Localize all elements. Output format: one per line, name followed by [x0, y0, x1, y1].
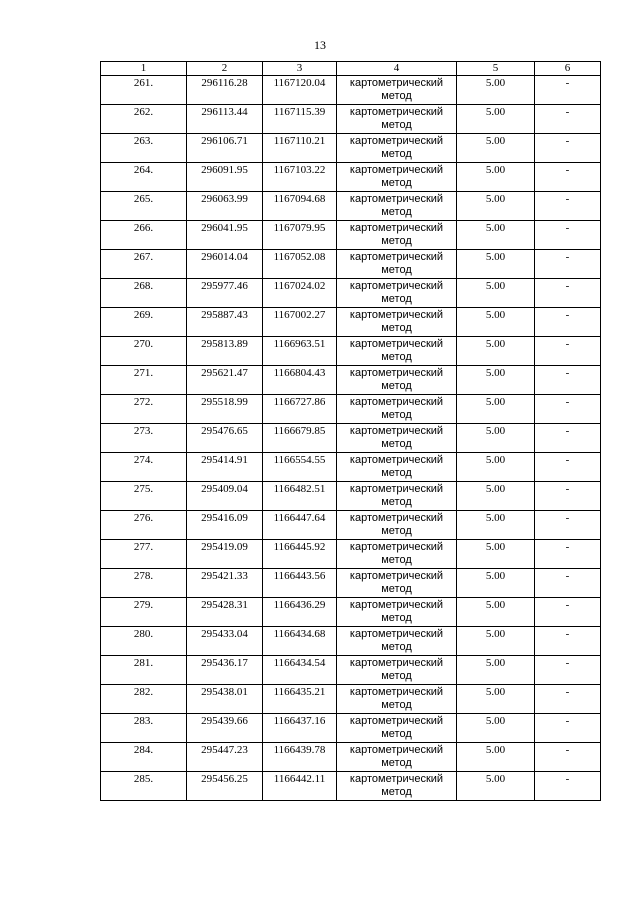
point-number-cell: 281.: [101, 656, 187, 685]
point-number-cell: 274.: [101, 453, 187, 482]
coordinates-table: [100, 61, 601, 801]
x-coordinate-cell: 295419.09: [187, 540, 263, 569]
accuracy-cell: 5.00: [457, 772, 535, 801]
method-cell: картометрический метод: [337, 76, 457, 105]
table-row: [101, 366, 601, 395]
method-cell: картометрический метод: [337, 134, 457, 163]
header-cell-1: 1: [101, 62, 187, 76]
method-cell: картометрический метод: [337, 279, 457, 308]
point-number-cell: 268.: [101, 279, 187, 308]
x-coordinate-cell: 295436.17: [187, 656, 263, 685]
method-cell: картометрический метод: [337, 424, 457, 453]
table-row: [101, 192, 601, 221]
x-coordinate-cell: 295428.31: [187, 598, 263, 627]
description-cell: -: [535, 424, 601, 453]
x-coordinate-cell: 295409.04: [187, 482, 263, 511]
table-row: [101, 395, 601, 424]
point-number-cell: 280.: [101, 627, 187, 656]
accuracy-cell: 5.00: [457, 105, 535, 134]
x-coordinate-cell: 295433.04: [187, 627, 263, 656]
y-coordinate-cell: 1166435.21: [263, 685, 337, 714]
method-cell: картометрический метод: [337, 743, 457, 772]
table-row: [101, 76, 601, 105]
description-cell: -: [535, 627, 601, 656]
point-number-cell: 272.: [101, 395, 187, 424]
table-row: [101, 656, 601, 685]
description-cell: -: [535, 337, 601, 366]
accuracy-cell: 5.00: [457, 685, 535, 714]
table-row: [101, 685, 601, 714]
method-cell: картометрический метод: [337, 569, 457, 598]
accuracy-cell: 5.00: [457, 250, 535, 279]
point-number-cell: 279.: [101, 598, 187, 627]
x-coordinate-cell: 295421.33: [187, 569, 263, 598]
y-coordinate-cell: 1166963.51: [263, 337, 337, 366]
description-cell: -: [535, 250, 601, 279]
y-coordinate-cell: 1166727.86: [263, 395, 337, 424]
description-cell: -: [535, 395, 601, 424]
point-number-cell: 282.: [101, 685, 187, 714]
description-cell: -: [535, 743, 601, 772]
description-cell: -: [535, 511, 601, 540]
accuracy-cell: 5.00: [457, 714, 535, 743]
accuracy-cell: 5.00: [457, 279, 535, 308]
page-number: 13: [314, 38, 326, 52]
accuracy-cell: 5.00: [457, 76, 535, 105]
description-cell: -: [535, 221, 601, 250]
method-cell: картометрический метод: [337, 598, 457, 627]
point-number-cell: 263.: [101, 134, 187, 163]
method-cell: картометрический метод: [337, 453, 457, 482]
method-cell: картометрический метод: [337, 163, 457, 192]
table-row: [101, 714, 601, 743]
x-coordinate-cell: 296014.04: [187, 250, 263, 279]
x-coordinate-cell: 295977.46: [187, 279, 263, 308]
description-cell: -: [535, 482, 601, 511]
description-cell: -: [535, 714, 601, 743]
y-coordinate-cell: 1167052.08: [263, 250, 337, 279]
description-cell: -: [535, 540, 601, 569]
x-coordinate-cell: 295476.65: [187, 424, 263, 453]
table-row: [101, 337, 601, 366]
accuracy-cell: 5.00: [457, 656, 535, 685]
description-cell: -: [535, 569, 601, 598]
y-coordinate-cell: 1166482.51: [263, 482, 337, 511]
header-cell-2: 2: [187, 62, 263, 76]
point-number-cell: 285.: [101, 772, 187, 801]
description-cell: -: [535, 192, 601, 221]
x-coordinate-cell: 295414.91: [187, 453, 263, 482]
y-coordinate-cell: 1167103.22: [263, 163, 337, 192]
x-coordinate-cell: 296116.28: [187, 76, 263, 105]
table-header: [101, 62, 601, 76]
accuracy-cell: 5.00: [457, 366, 535, 395]
x-coordinate-cell: 295439.66: [187, 714, 263, 743]
accuracy-cell: 5.00: [457, 453, 535, 482]
y-coordinate-cell: 1167002.27: [263, 308, 337, 337]
accuracy-cell: 5.00: [457, 395, 535, 424]
method-cell: картометрический метод: [337, 511, 457, 540]
accuracy-cell: 5.00: [457, 482, 535, 511]
point-number-cell: 275.: [101, 482, 187, 511]
x-coordinate-cell: 295438.01: [187, 685, 263, 714]
header-cell-3: 3: [263, 62, 337, 76]
point-number-cell: 266.: [101, 221, 187, 250]
y-coordinate-cell: 1166437.16: [263, 714, 337, 743]
table-row: [101, 598, 601, 627]
point-number-cell: 284.: [101, 743, 187, 772]
method-cell: картометрический метод: [337, 337, 457, 366]
accuracy-cell: 5.00: [457, 337, 535, 366]
table-row: [101, 424, 601, 453]
method-cell: картометрический метод: [337, 482, 457, 511]
point-number-cell: 270.: [101, 337, 187, 366]
y-coordinate-cell: 1167110.21: [263, 134, 337, 163]
point-number-cell: 277.: [101, 540, 187, 569]
accuracy-cell: 5.00: [457, 540, 535, 569]
method-cell: картометрический метод: [337, 540, 457, 569]
method-cell: картометрический метод: [337, 105, 457, 134]
table-row: [101, 482, 601, 511]
description-cell: -: [535, 279, 601, 308]
point-number-cell: 273.: [101, 424, 187, 453]
table-row: [101, 221, 601, 250]
description-cell: -: [535, 105, 601, 134]
accuracy-cell: 5.00: [457, 163, 535, 192]
y-coordinate-cell: 1166443.56: [263, 569, 337, 598]
table-row: [101, 743, 601, 772]
x-coordinate-cell: 295887.43: [187, 308, 263, 337]
y-coordinate-cell: 1166442.11: [263, 772, 337, 801]
method-cell: картометрический метод: [337, 250, 457, 279]
description-cell: -: [535, 163, 601, 192]
description-cell: -: [535, 656, 601, 685]
y-coordinate-cell: 1167024.02: [263, 279, 337, 308]
y-coordinate-cell: 1166439.78: [263, 743, 337, 772]
method-cell: картометрический метод: [337, 656, 457, 685]
table-row: [101, 511, 601, 540]
y-coordinate-cell: 1166804.43: [263, 366, 337, 395]
table-row: [101, 279, 601, 308]
table-row: [101, 569, 601, 598]
y-coordinate-cell: 1166679.85: [263, 424, 337, 453]
header-row: [101, 62, 601, 76]
y-coordinate-cell: 1167079.95: [263, 221, 337, 250]
description-cell: -: [535, 76, 601, 105]
accuracy-cell: 5.00: [457, 424, 535, 453]
method-cell: картометрический метод: [337, 627, 457, 656]
accuracy-cell: 5.00: [457, 221, 535, 250]
table-row: [101, 105, 601, 134]
table-row: [101, 627, 601, 656]
table-row: [101, 250, 601, 279]
description-cell: -: [535, 453, 601, 482]
x-coordinate-cell: 296091.95: [187, 163, 263, 192]
x-coordinate-cell: 295416.09: [187, 511, 263, 540]
x-coordinate-cell: 295447.23: [187, 743, 263, 772]
accuracy-cell: 5.00: [457, 598, 535, 627]
header-cell-5: 5: [457, 62, 535, 76]
x-coordinate-cell: 296113.44: [187, 105, 263, 134]
method-cell: картометрический метод: [337, 772, 457, 801]
x-coordinate-cell: 295621.47: [187, 366, 263, 395]
x-coordinate-cell: 295456.25: [187, 772, 263, 801]
table-row: [101, 453, 601, 482]
point-number-cell: 261.: [101, 76, 187, 105]
table-row: [101, 772, 601, 801]
method-cell: картометрический метод: [337, 221, 457, 250]
y-coordinate-cell: 1167120.04: [263, 76, 337, 105]
header-cell-4: 4: [337, 62, 457, 76]
method-cell: картометрический метод: [337, 308, 457, 337]
accuracy-cell: 5.00: [457, 308, 535, 337]
point-number-cell: 271.: [101, 366, 187, 395]
y-coordinate-cell: 1166447.64: [263, 511, 337, 540]
accuracy-cell: 5.00: [457, 569, 535, 598]
method-cell: картометрический метод: [337, 395, 457, 424]
x-coordinate-cell: 295518.99: [187, 395, 263, 424]
table-body: [101, 76, 601, 801]
accuracy-cell: 5.00: [457, 743, 535, 772]
y-coordinate-cell: 1166434.54: [263, 656, 337, 685]
point-number-cell: 269.: [101, 308, 187, 337]
accuracy-cell: 5.00: [457, 627, 535, 656]
y-coordinate-cell: 1167115.39: [263, 105, 337, 134]
point-number-cell: 265.: [101, 192, 187, 221]
x-coordinate-cell: 296063.99: [187, 192, 263, 221]
method-cell: картометрический метод: [337, 685, 457, 714]
point-number-cell: 262.: [101, 105, 187, 134]
y-coordinate-cell: 1166436.29: [263, 598, 337, 627]
method-cell: картометрический метод: [337, 192, 457, 221]
point-number-cell: 276.: [101, 511, 187, 540]
x-coordinate-cell: 296106.71: [187, 134, 263, 163]
description-cell: -: [535, 598, 601, 627]
y-coordinate-cell: 1166445.92: [263, 540, 337, 569]
point-number-cell: 267.: [101, 250, 187, 279]
method-cell: картометрический метод: [337, 714, 457, 743]
table-row: [101, 308, 601, 337]
header-cell-6: 6: [535, 62, 601, 76]
point-number-cell: 278.: [101, 569, 187, 598]
accuracy-cell: 5.00: [457, 192, 535, 221]
x-coordinate-cell: 295813.89: [187, 337, 263, 366]
x-coordinate-cell: 296041.95: [187, 221, 263, 250]
description-cell: -: [535, 366, 601, 395]
point-number-cell: 283.: [101, 714, 187, 743]
description-cell: -: [535, 308, 601, 337]
table-row: [101, 163, 601, 192]
method-cell: картометрический метод: [337, 366, 457, 395]
y-coordinate-cell: 1167094.68: [263, 192, 337, 221]
accuracy-cell: 5.00: [457, 134, 535, 163]
description-cell: -: [535, 772, 601, 801]
table-row: [101, 134, 601, 163]
table-row: [101, 540, 601, 569]
accuracy-cell: 5.00: [457, 511, 535, 540]
y-coordinate-cell: 1166554.55: [263, 453, 337, 482]
description-cell: -: [535, 685, 601, 714]
description-cell: -: [535, 134, 601, 163]
point-number-cell: 264.: [101, 163, 187, 192]
y-coordinate-cell: 1166434.68: [263, 627, 337, 656]
